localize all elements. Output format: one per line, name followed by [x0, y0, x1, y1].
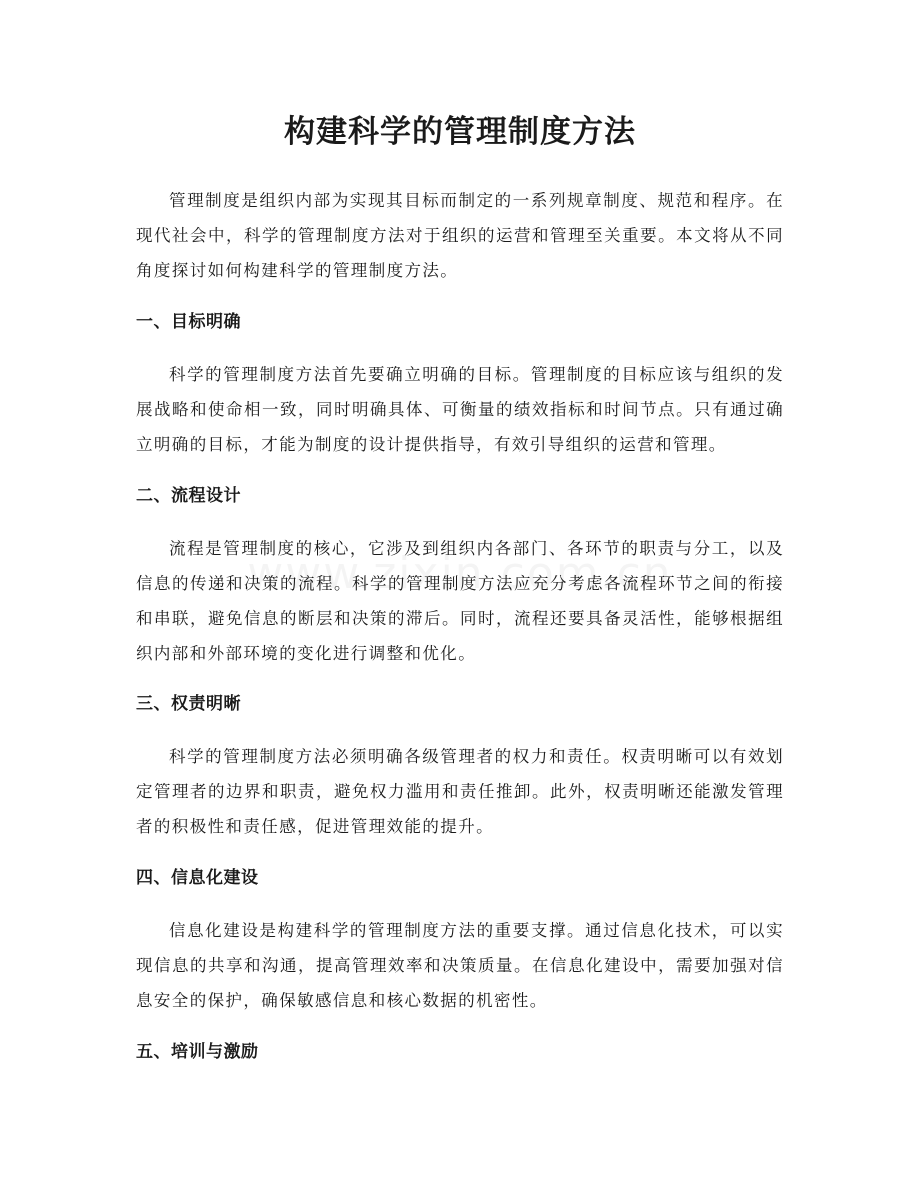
section-heading-training: 五、培训与激励	[136, 1042, 259, 1062]
section-body-goals: 科学的管理制度方法首先要确立明确的目标。管理制度的目标应该与组织的发展战略和使命相一致，同时明确具体、可衡量的绩效指标和时间节点。只有通过确立明确的目标，才能为制度的设计提供指导，有效引导组织的运营和管理。	[136, 365, 784, 454]
document-title: 构建科学的管理制度方法	[284, 114, 636, 150]
section-body-process: 流程是管理制度的核心，它涉及到组织内各部门、各环节的职责与分工，以及信息的传递和决策的流程。科学的管理制度方法应充分考虑各流程环节之间的衔接和串联，避免信息的断层和决策的滞后。同时，流程还要具备灵活性，能够根据组织内部和外部环境的变化进行调整和优化。	[136, 539, 784, 663]
intro-paragraph: 管理制度是组织内部为实现其目标而制定的一系列规章制度、规范和程序。在现代社会中，科学的管理制度方法对于组织的运营和管理至关重要。本文将从不同角度探讨如何构建科学的管理制度方法。	[136, 191, 784, 280]
section-heading-goals: 一、目标明确	[136, 312, 241, 332]
section-heading-informatization: 四、信息化建设	[136, 868, 259, 888]
section-body-informatization: 信息化建设是构建科学的管理制度方法的重要支撑。通过信息化技术，可以实现信息的共享和沟通，提高管理效率和决策质量。在信息化建设中，需要加强对信息安全的保护，确保敏感信息和核心数据的机密性。	[136, 921, 784, 1010]
section-body-responsibility: 科学的管理制度方法必须明确各级管理者的权力和责任。权责明晰可以有效划定管理者的边界和职责，避免权力滥用和责任推卸。此外，权责明晰还能激发管理者的积极性和责任感，促进管理效能的提升。	[136, 747, 784, 836]
section-heading-responsibility: 三、权责明晰	[136, 694, 241, 714]
section-heading-process: 二、流程设计	[136, 486, 241, 506]
